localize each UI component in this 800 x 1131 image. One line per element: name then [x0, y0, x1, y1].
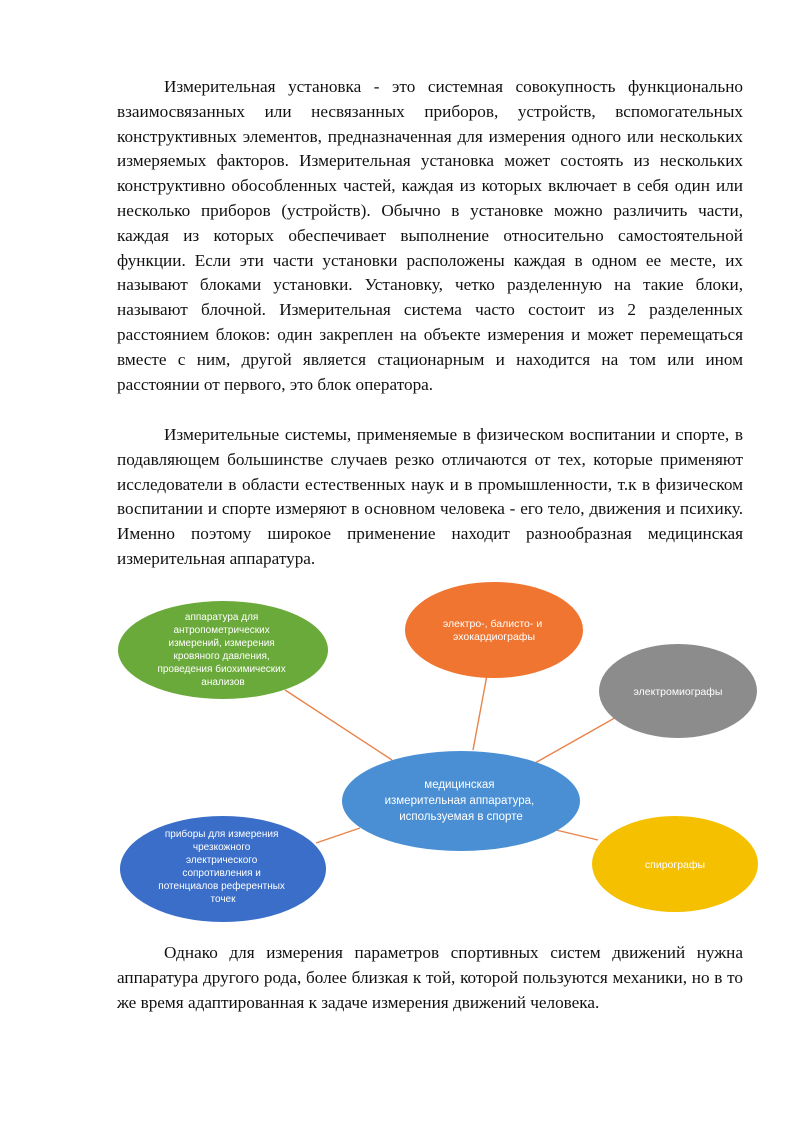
- anthropometric-node-line: антропометрических: [173, 625, 270, 636]
- connector-spirography: [556, 830, 598, 840]
- diagram-node-skin-resistance: [120, 816, 326, 922]
- medical-equipment-diagram: [0, 580, 800, 930]
- diagram-node-electro: [405, 582, 583, 678]
- connector-anthropometric: [285, 690, 392, 760]
- anthropometric-node-line: кровяного давления,: [173, 651, 270, 662]
- anthropometric-node-line: анализов: [201, 677, 245, 688]
- diagram-node-center: [342, 751, 580, 851]
- diagram-node-spirography: [592, 816, 758, 912]
- electromyograph-node-line: электромиографы: [633, 686, 723, 698]
- skin-resistance-node-line: потенциалов референтных: [158, 881, 285, 892]
- anthropometric-node-line: аппаратура для: [184, 612, 259, 623]
- svg-text:электро-, балисто- и э: [443, 618, 545, 643]
- center-node-line: измерительная аппаратура,: [384, 795, 535, 807]
- connector-electromyograph: [535, 715, 620, 763]
- anthropometric-node-line: проведения биохимических: [157, 664, 286, 675]
- svg-text:спирографы: [645, 859, 705, 871]
- electro-node-line: эхокардиографы: [452, 631, 536, 643]
- center-node-line: медицинская: [424, 779, 495, 791]
- center-node-line: используемая в спорте: [399, 811, 523, 823]
- skin-resistance-node-line: сопротивления и: [182, 868, 261, 879]
- paragraph-sport-motion-equipment: Однако для измерения параметров спортивных систем движений нужна аппаратура другого рода, более близкая к той, которой пользуются механики, но в то же время адаптированная к задаче измерения движений человека.: [117, 943, 743, 1012]
- connector-electro: [473, 675, 487, 750]
- skin-resistance-node-line: приборы для измерения: [164, 829, 279, 840]
- spirography-node-line: спирографы: [644, 859, 706, 871]
- paragraph-measuring-installation: Измерительная установка - это системная совокупность функционально взаимосвязанных или несвязанных приборов, устройств, вспомогательных конструктивных элементов, предназначенная для измерения одного или нескольких измеряемых факторов. Измерительная установка может состоять из нескольких конструктивно обособленных частей, каждая из которых включает в себя один или несколько приборов (устройств). Обычно в установке можно различить части, каждая из которых обеспечивает выполнение относительно самостоятельной функции. Если эти части установки расположены каждая в одном ее месте, их называют блоками установки. Установку, четко разделенную на такие блоки, называют блочной. Измерительная система часто состоит из 2 разделенных расстоянием блоков: один закреплен на объекте измерения и может перемещаться вместе с ним, другой является стационарным и находится на том или ином расстоянии от первого, это блок оператора.: [117, 77, 743, 394]
- anthropometric-node-line: измерений, измерения: [168, 638, 275, 649]
- skin-resistance-node-line: чрезкожного: [192, 842, 251, 853]
- skin-resistance-node-line: точек: [210, 894, 236, 905]
- skin-resistance-node-line: электрического: [185, 855, 258, 866]
- svg-text:электромиографы: [634, 686, 723, 698]
- diagram-node-electromyograph: [599, 644, 757, 738]
- electro-node-line: электро-, балисто- и: [442, 618, 543, 630]
- paragraph-measuring-systems-sport: Измерительные системы, применяемые в физическом воспитании и спорте, в подавляющем большинстве случаев резко отличаются от тех, которые применяют исследователи в области естественных наук и в промышленности, т.к в физическом воспитании и спорте измеряют в основном человека - его тело, движения и психику. Именно поэтому широкое применение находит разнообразная медицинская измерительная аппаратура.: [117, 425, 743, 568]
- connector-skin-resistance: [316, 828, 360, 843]
- electro-node-shape: [405, 582, 583, 678]
- diagram-node-anthropometric: [118, 601, 328, 699]
